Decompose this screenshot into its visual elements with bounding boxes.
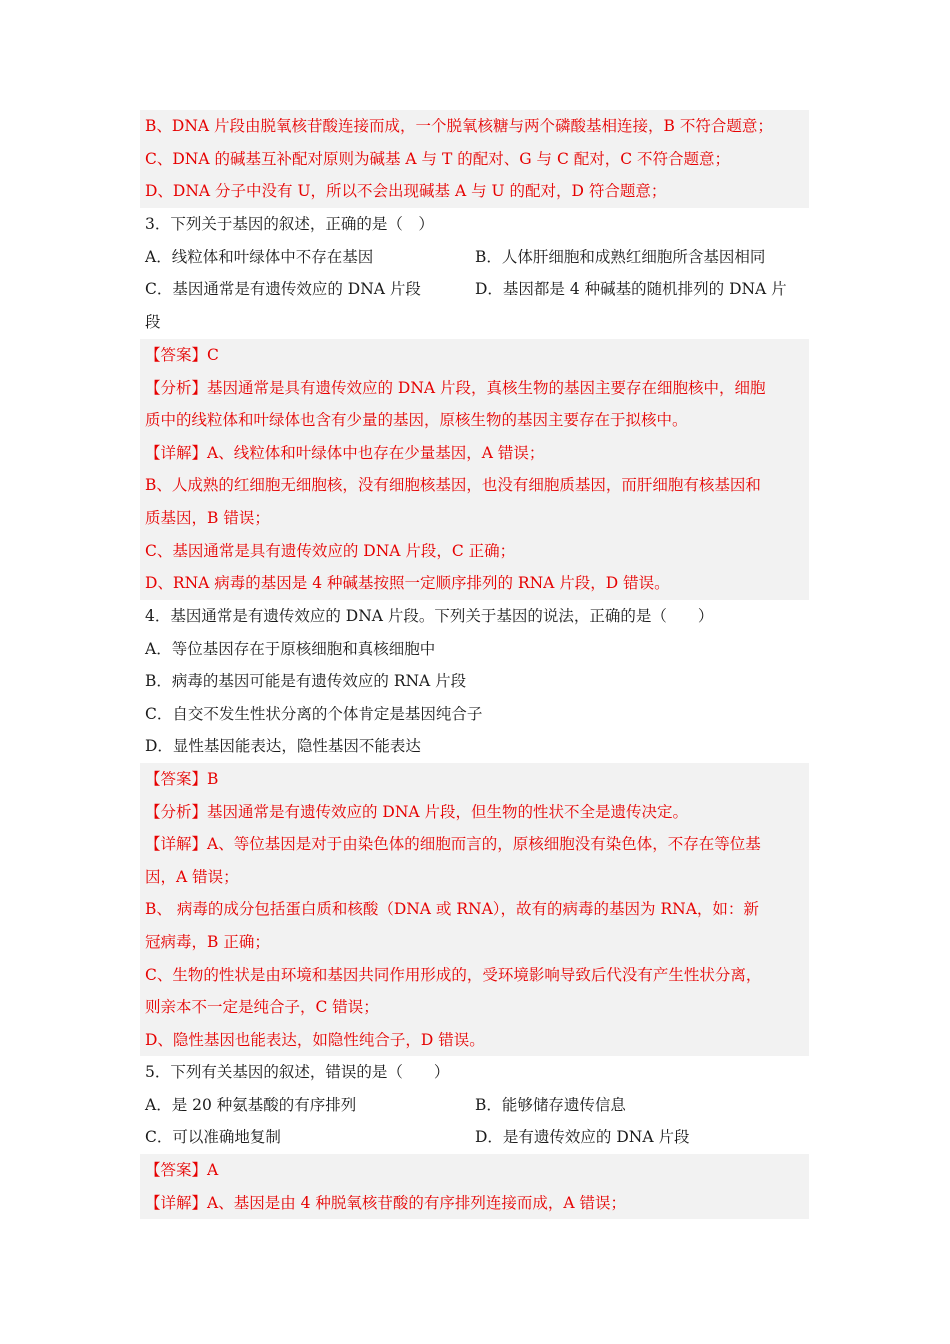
q2-detail-d: D、DNA 分子中没有 U，所以不会出现碱基 A 与 U 的配对，D 符合题意；	[145, 182, 667, 201]
q2-detail-b: B、DNA 片段由脱氧核苷酸连接而成，一个脱氧核糖与两个磷酸基相连接，B 不符合题意；	[145, 117, 773, 135]
q3-analysis-line-2: 质中的线粒体和叶绿体也含有少量的基因，原核生物的基因主要存在于拟核中。	[145, 411, 688, 430]
q4-answer: 【答案】B	[145, 770, 219, 788]
q4-detail-line-4: 冠病毒，B 正确；	[145, 932, 270, 951]
q3-analysis-line-1: 【分析】基因通常是具有遗传效应的 DNA 片段，真核生物的基因主要存在细胞核中，细胞	[145, 378, 766, 397]
q4-option-b: B．病毒的基因可能是有遗传效应的 RNA 片段	[145, 672, 467, 691]
q4-option-c: C．自交不发生性状分离的个体肯定是基因纯合子	[145, 704, 483, 723]
q5-option-b: B．能够储存遗传信息	[475, 1095, 626, 1114]
q3-detail-line-2: B、人成熟的红细胞无细胞核，没有细胞核基因，也没有细胞质基因，而肝细胞有核基因和	[145, 476, 761, 495]
q5-answer: 【答案】A	[145, 1161, 219, 1179]
q5-detail-line-1: 【详解】A、基因是由 4 种脱氧核苷酸的有序排列连接而成，A 错误；	[145, 1193, 627, 1212]
q4-detail-line-3: B、 病毒的成分包括蛋白质和核酸（DNA 或 RNA），故有的病毒的基因为 RNA，如：新	[145, 900, 759, 919]
q4-stem: 4．基因通常是有遗传效应的 DNA 片段。下列关于基因的说法，正确的是（ ）	[145, 607, 714, 625]
q3-option-d: D．基因都是 4 种碱基的随机排列的 DNA 片	[475, 280, 787, 299]
q2-explanation-block	[140, 110, 809, 208]
q3-answer-block	[140, 339, 809, 600]
q5-options-row-2	[140, 1121, 809, 1154]
q4-detail-line-7: D、隐性基因也能表达，如隐性纯合子，D 错误。	[145, 1030, 485, 1049]
q4-answer-block	[140, 763, 809, 1056]
q4-option-a: A．等位基因存在于原核细胞和真核细胞中	[145, 639, 436, 658]
q3-options-row-1	[140, 241, 809, 274]
q3-option-d-cont: 段	[145, 312, 161, 331]
q3-stem: 3．下列关于基因的叙述，正确的是（ ）	[145, 215, 434, 233]
q3-option-b: B．人体肝细胞和成熟红细胞所含基因相同	[475, 247, 766, 266]
q4-question-block	[140, 600, 809, 763]
q3-detail-line-1: 【详解】A、线粒体和叶绿体中也存在少量基因，A 错误；	[145, 443, 545, 462]
q5-answer-block	[140, 1154, 809, 1219]
q5-stem: 5．下列有关基因的叙述，错误的是（ ）	[145, 1063, 450, 1081]
q2-detail-c: C、DNA 的碱基互补配对原则为碱基 A 与 T 的配对、G 与 C 配对，C 不符合题意；	[145, 149, 731, 168]
q5-option-d: D．是有遗传效应的 DNA 片段	[475, 1128, 690, 1147]
q3-option-a: A．线粒体和叶绿体中不存在基因	[145, 247, 374, 266]
q5-options-row-1	[140, 1089, 809, 1122]
q3-answer: 【答案】C	[145, 346, 219, 364]
q5-option-a: A．是 20 种氨基酸的有序排列	[145, 1095, 357, 1114]
q3-detail-line-5: D、RNA 病毒的基因是 4 种碱基按照一定顺序排列的 RNA 片段，D 错误。	[145, 574, 670, 593]
q4-detail-line-5: C、生物的性状是由环境和基因共同作用形成的，受环境影响导致后代没有产生性状分离，	[145, 965, 762, 984]
q5-option-c: C．可以准确地复制	[145, 1128, 281, 1147]
q4-detail-line-6: 则亲本不一定是纯合子，C 错误；	[145, 998, 379, 1017]
q4-analysis: 【分析】基因通常是有遗传效应的 DNA 片段，但生物的性状不全是遗传决定。	[145, 802, 689, 821]
q3-detail-line-4: C、基因通常是具有遗传效应的 DNA 片段，C 正确；	[145, 541, 516, 560]
q3-option-c: C．基因通常是有遗传效应的 DNA 片段	[145, 280, 421, 299]
q4-option-d: D．显性基因能表达，隐性基因不能表达	[145, 737, 421, 756]
q4-detail-line-1: 【详解】A、等位基因是对于由染色体的细胞而言的，原核细胞没有染色体，不存在等位基	[145, 835, 761, 854]
q4-detail-line-2: 因，A 错误；	[145, 867, 239, 886]
q3-detail-line-3: 质基因，B 错误；	[145, 508, 270, 527]
q3-question-block	[140, 208, 809, 338]
q3-options-row-2	[140, 273, 809, 306]
q5-question-block	[140, 1056, 809, 1154]
